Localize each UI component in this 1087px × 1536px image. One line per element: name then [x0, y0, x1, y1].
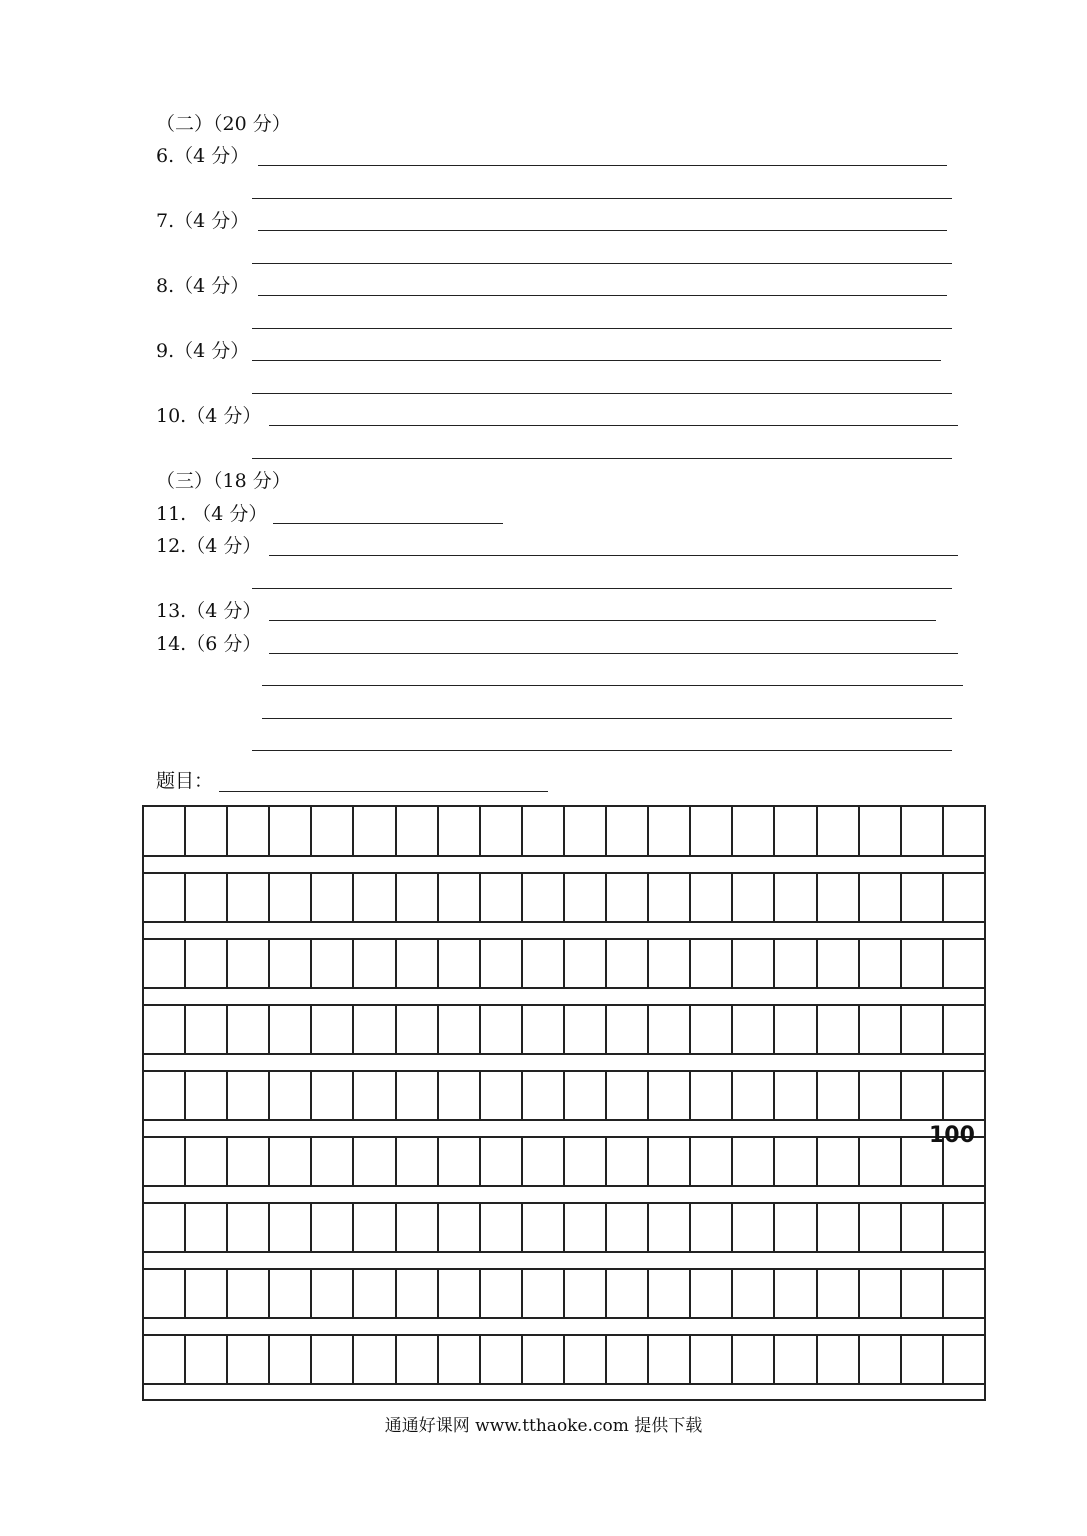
grid-cell[interactable]: [565, 1005, 607, 1054]
grid-cell[interactable]: [818, 807, 860, 856]
grid-cell[interactable]: [944, 1203, 984, 1252]
grid-row-divider: [144, 987, 984, 989]
grid-cell[interactable]: [607, 1335, 649, 1384]
grid-cell[interactable]: [481, 1071, 523, 1120]
grid-cell[interactable]: [860, 1071, 902, 1120]
grid-cell[interactable]: [607, 873, 649, 922]
grid-cell[interactable]: [775, 1335, 817, 1384]
grid-cell[interactable]: [354, 1137, 396, 1186]
grid-cell[interactable]: [481, 1137, 523, 1186]
grid-cell[interactable]: [354, 1203, 396, 1252]
grid-cell[interactable]: [565, 1335, 607, 1384]
grid-cell[interactable]: [607, 939, 649, 988]
grid-cell[interactable]: [733, 1005, 775, 1054]
grid-row: [144, 1203, 984, 1252]
grid-cell[interactable]: [186, 873, 228, 922]
grid-cell[interactable]: [818, 1071, 860, 1120]
grid-cell[interactable]: [186, 939, 228, 988]
grid-cell[interactable]: [691, 1137, 733, 1186]
grid-cell[interactable]: [775, 873, 817, 922]
answer-line-8b[interactable]: [252, 328, 952, 329]
grid-cell[interactable]: [902, 1071, 944, 1120]
grid-cell[interactable]: [144, 1071, 186, 1120]
grid-row: [144, 939, 984, 988]
grid-cell[interactable]: [733, 1335, 775, 1384]
grid-cell[interactable]: [902, 939, 944, 988]
grid-cell[interactable]: [481, 1005, 523, 1054]
answer-line-6a[interactable]: [258, 165, 947, 166]
grid-cell[interactable]: [818, 1137, 860, 1186]
grid-cell[interactable]: [397, 1071, 439, 1120]
grid-cell[interactable]: [186, 1269, 228, 1318]
grid-cell[interactable]: [228, 939, 270, 988]
grid-cell[interactable]: [565, 1269, 607, 1318]
grid-cell[interactable]: [775, 1005, 817, 1054]
answer-line-14a[interactable]: [269, 653, 958, 654]
grid-cell[interactable]: [649, 1269, 691, 1318]
grid-cell[interactable]: [944, 807, 984, 856]
question-8-label: 8.（4 分）: [156, 275, 250, 297]
composition-title-line[interactable]: [219, 791, 548, 792]
grid-cell[interactable]: [397, 1203, 439, 1252]
grid-row-divider: [144, 1251, 984, 1253]
grid-cell[interactable]: [144, 807, 186, 856]
section2-heading: （二）（20 分）: [156, 113, 291, 135]
grid-cell[interactable]: [439, 1335, 481, 1384]
grid-cell[interactable]: [397, 1269, 439, 1318]
grid-cell[interactable]: [607, 807, 649, 856]
grid-cell[interactable]: [228, 807, 270, 856]
answer-line-9b[interactable]: [252, 393, 952, 394]
grid-cell[interactable]: [397, 1005, 439, 1054]
grid-cell[interactable]: [439, 1005, 481, 1054]
grid-cell[interactable]: [270, 939, 312, 988]
grid-cell[interactable]: [944, 1071, 984, 1120]
grid-cell[interactable]: [312, 1335, 354, 1384]
grid-cell[interactable]: [565, 1137, 607, 1186]
grid-cell[interactable]: [523, 1071, 565, 1120]
grid-cell[interactable]: [902, 807, 944, 856]
grid-row: [144, 1335, 984, 1384]
grid-cell[interactable]: [902, 873, 944, 922]
grid-cell[interactable]: [144, 1005, 186, 1054]
answer-line-11[interactable]: [273, 523, 503, 524]
grid-cell[interactable]: [439, 807, 481, 856]
grid-cell[interactable]: [144, 1137, 186, 1186]
grid-cell[interactable]: [144, 1335, 186, 1384]
grid-cell[interactable]: [775, 1269, 817, 1318]
grid-cell[interactable]: [944, 939, 984, 988]
grid-cell[interactable]: [270, 873, 312, 922]
grid-row-divider: [144, 1119, 984, 1121]
grid-cell[interactable]: [902, 1269, 944, 1318]
grid-cell[interactable]: [144, 1269, 186, 1318]
grid-cell[interactable]: [775, 807, 817, 856]
grid-cell[interactable]: [860, 1335, 902, 1384]
grid-cell[interactable]: [523, 807, 565, 856]
grid-cell[interactable]: [691, 1335, 733, 1384]
grid-cell[interactable]: [144, 873, 186, 922]
question-14-label: 14.（6 分）: [156, 633, 262, 655]
question-11-label: 11. （4 分）: [156, 503, 268, 525]
grid-cell[interactable]: [354, 1005, 396, 1054]
grid-cell[interactable]: [691, 1269, 733, 1318]
grid-cell[interactable]: [228, 1137, 270, 1186]
composition-grid[interactable]: [142, 805, 986, 1401]
grid-cell[interactable]: [439, 1071, 481, 1120]
grid-cell[interactable]: [270, 1005, 312, 1054]
grid-cell[interactable]: [270, 1335, 312, 1384]
grid-cell[interactable]: [270, 1203, 312, 1252]
grid-cell[interactable]: [565, 873, 607, 922]
grid-cell[interactable]: [523, 873, 565, 922]
grid-row: [144, 1005, 984, 1054]
grid-cell[interactable]: [228, 1335, 270, 1384]
grid-cell[interactable]: [397, 873, 439, 922]
grid-row-divider: [144, 1053, 984, 1055]
grid-cell[interactable]: [649, 1137, 691, 1186]
grid-cell[interactable]: [439, 1269, 481, 1318]
grid-row: [144, 807, 984, 856]
grid-row-divider: [144, 921, 984, 923]
grid-cell[interactable]: [312, 1137, 354, 1186]
grid-cell[interactable]: [186, 1137, 228, 1186]
grid-cell[interactable]: [649, 1203, 691, 1252]
answer-line-6b[interactable]: [252, 198, 952, 199]
grid-cell[interactable]: [312, 873, 354, 922]
grid-cell[interactable]: [565, 1071, 607, 1120]
grid-cell[interactable]: [228, 1071, 270, 1120]
word-count-mark: 100: [929, 1123, 975, 1148]
grid-cell[interactable]: [733, 939, 775, 988]
grid-cell[interactable]: [397, 807, 439, 856]
grid-cell[interactable]: [733, 873, 775, 922]
grid-cell[interactable]: [312, 1269, 354, 1318]
composition-title-label: 题目：: [156, 770, 214, 792]
grid-cell[interactable]: [523, 1005, 565, 1054]
grid-cell[interactable]: [312, 939, 354, 988]
question-13-label: 13.（4 分）: [156, 600, 262, 622]
question-7-label: 7.（4 分）: [156, 210, 250, 232]
grid-cell[interactable]: [860, 1269, 902, 1318]
grid-cell[interactable]: [860, 807, 902, 856]
answer-line-14c[interactable]: [262, 718, 952, 719]
grid-cell[interactable]: [649, 807, 691, 856]
grid-cell[interactable]: [481, 1335, 523, 1384]
grid-cell[interactable]: [733, 1137, 775, 1186]
question-9-label: 9.（4 分）: [156, 340, 250, 362]
grid-cell[interactable]: [860, 1203, 902, 1252]
question-12-label: 12.（4 分）: [156, 535, 262, 557]
grid-row: [144, 1071, 984, 1120]
grid-cell[interactable]: [860, 1137, 902, 1186]
grid-cell[interactable]: [860, 939, 902, 988]
answer-line-12b[interactable]: [252, 588, 952, 589]
grid-cell[interactable]: [565, 939, 607, 988]
grid-cell[interactable]: [523, 939, 565, 988]
grid-cell[interactable]: [818, 939, 860, 988]
grid-cell[interactable]: [270, 807, 312, 856]
question-10-label: 10.（4 分）: [156, 405, 262, 427]
grid-cell[interactable]: [691, 807, 733, 856]
grid-cell[interactable]: [565, 1203, 607, 1252]
grid-cell[interactable]: [902, 1335, 944, 1384]
grid-cell[interactable]: [649, 1005, 691, 1054]
answer-line-14d[interactable]: [252, 750, 952, 751]
grid-cell[interactable]: [944, 1335, 984, 1384]
grid-cell[interactable]: [649, 1071, 691, 1120]
grid-cell[interactable]: [270, 1269, 312, 1318]
grid-cell[interactable]: [144, 1203, 186, 1252]
grid-row-divider: [144, 1185, 984, 1187]
grid-cell[interactable]: [818, 1203, 860, 1252]
footer-credit: 通通好课网 www.tthaoke.com 提供下载: [384, 1416, 703, 1436]
grid-cell[interactable]: [691, 1203, 733, 1252]
grid-cell[interactable]: [397, 1335, 439, 1384]
grid-row: [144, 873, 984, 922]
grid-cell[interactable]: [691, 939, 733, 988]
grid-cell[interactable]: [270, 1137, 312, 1186]
grid-cell[interactable]: [312, 1203, 354, 1252]
grid-cell[interactable]: [523, 1269, 565, 1318]
answer-line-8a[interactable]: [258, 295, 947, 296]
grid-cell[interactable]: [818, 1005, 860, 1054]
grid-cell[interactable]: [775, 939, 817, 988]
grid-cell[interactable]: [481, 807, 523, 856]
grid-cell[interactable]: [354, 807, 396, 856]
grid-cell[interactable]: [775, 1071, 817, 1120]
answer-line-13[interactable]: [269, 620, 936, 621]
grid-cell[interactable]: [439, 1203, 481, 1252]
grid-row-divider: [144, 1383, 984, 1385]
grid-cell[interactable]: [649, 1335, 691, 1384]
grid-row-divider: [144, 1317, 984, 1319]
grid-cell[interactable]: [186, 1071, 228, 1120]
grid-cell[interactable]: [733, 1203, 775, 1252]
grid-cell[interactable]: [144, 939, 186, 988]
grid-cell[interactable]: [902, 1005, 944, 1054]
grid-cell[interactable]: [818, 873, 860, 922]
grid-cell[interactable]: [944, 873, 984, 922]
grid-cell[interactable]: [312, 1071, 354, 1120]
grid-cell[interactable]: [354, 1335, 396, 1384]
grid-cell[interactable]: [818, 1335, 860, 1384]
grid-cell[interactable]: [607, 1071, 649, 1120]
grid-cell[interactable]: [439, 873, 481, 922]
grid-cell[interactable]: [439, 939, 481, 988]
grid-cell[interactable]: [186, 1335, 228, 1384]
grid-cell[interactable]: [354, 1071, 396, 1120]
section3-heading: （三）（18 分）: [156, 470, 291, 492]
grid-cell[interactable]: [649, 939, 691, 988]
grid-cell[interactable]: [649, 873, 691, 922]
grid-cell[interactable]: [312, 1005, 354, 1054]
grid-cell[interactable]: [354, 939, 396, 988]
grid-cell[interactable]: [691, 1005, 733, 1054]
grid-cell[interactable]: [523, 1203, 565, 1252]
question-6-label: 6.（4 分）: [156, 145, 250, 167]
answer-line-14b[interactable]: [262, 685, 963, 686]
grid-cell[interactable]: [607, 1005, 649, 1054]
grid-cell[interactable]: [775, 1203, 817, 1252]
answer-line-9a[interactable]: [252, 360, 941, 361]
grid-cell[interactable]: [312, 807, 354, 856]
grid-cell[interactable]: [228, 1203, 270, 1252]
grid-cell[interactable]: [228, 1269, 270, 1318]
grid-row-divider: [144, 855, 984, 857]
grid-cell[interactable]: [228, 1005, 270, 1054]
grid-cell[interactable]: [607, 1203, 649, 1252]
grid-cell[interactable]: [186, 1005, 228, 1054]
grid-cell[interactable]: [944, 1269, 984, 1318]
grid-cell[interactable]: [691, 1071, 733, 1120]
grid-cell[interactable]: [691, 873, 733, 922]
grid-cell[interactable]: [397, 939, 439, 988]
grid-cell[interactable]: [481, 1269, 523, 1318]
grid-cell[interactable]: [270, 1071, 312, 1120]
grid-cell[interactable]: [733, 1269, 775, 1318]
grid-cell[interactable]: [523, 1137, 565, 1186]
grid-cell[interactable]: [523, 1335, 565, 1384]
grid-cell[interactable]: [565, 807, 607, 856]
grid-cell[interactable]: [607, 1269, 649, 1318]
grid-cell[interactable]: [733, 807, 775, 856]
grid-cell[interactable]: [944, 1005, 984, 1054]
answer-line-10b[interactable]: [252, 458, 952, 459]
grid-cell[interactable]: [186, 1203, 228, 1252]
answer-line-7b[interactable]: [252, 263, 952, 264]
grid-cell[interactable]: [397, 1137, 439, 1186]
answer-line-7a[interactable]: [258, 230, 947, 231]
grid-row: [144, 1269, 984, 1318]
grid-cell[interactable]: [860, 1005, 902, 1054]
grid-cell[interactable]: [481, 1203, 523, 1252]
grid-cell[interactable]: [775, 1137, 817, 1186]
grid-cell[interactable]: [354, 873, 396, 922]
answer-line-12a[interactable]: [269, 555, 958, 556]
answer-line-10a[interactable]: [269, 425, 958, 426]
grid-row: [144, 1137, 984, 1186]
grid-cell[interactable]: [228, 873, 270, 922]
grid-cell[interactable]: [186, 807, 228, 856]
grid-cell[interactable]: [733, 1071, 775, 1120]
grid-cell[interactable]: [481, 873, 523, 922]
grid-cell[interactable]: [439, 1137, 481, 1186]
grid-cell[interactable]: [607, 1137, 649, 1186]
grid-cell[interactable]: [818, 1269, 860, 1318]
grid-cell[interactable]: [354, 1269, 396, 1318]
grid-cell[interactable]: [902, 1203, 944, 1252]
grid-cell[interactable]: [481, 939, 523, 988]
grid-cell[interactable]: [860, 873, 902, 922]
